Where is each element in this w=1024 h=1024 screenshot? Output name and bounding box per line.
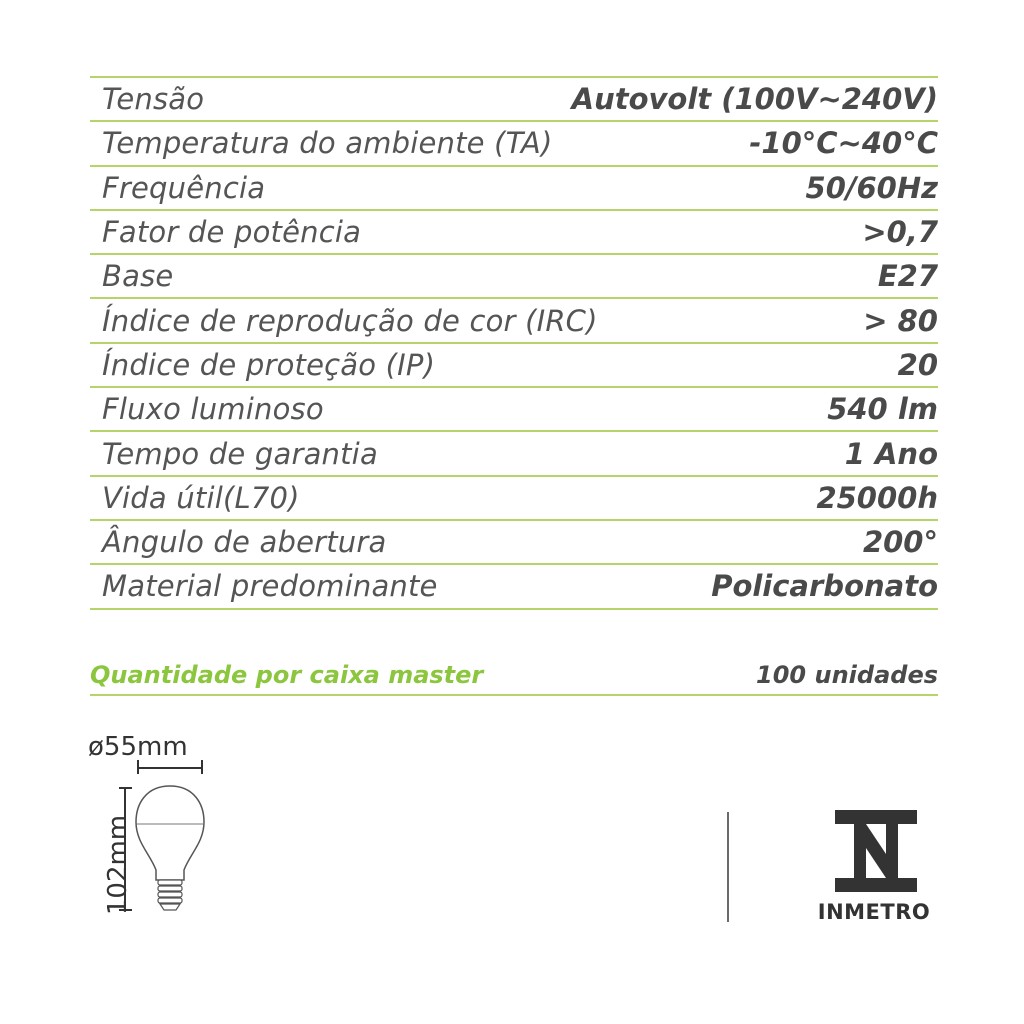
spec-label: Vida útil(L70): [102, 480, 300, 515]
spec-value: >0,7: [862, 215, 938, 250]
spec-row-angulo: [90, 521, 938, 565]
spec-value: 25000h: [816, 480, 938, 515]
master-box-label: Quantidade por caixa master: [90, 661, 484, 689]
spec-row-garantia: [90, 432, 938, 476]
spec-row-fluxo: [90, 388, 938, 432]
spec-row-fator-potencia: [90, 211, 938, 255]
spec-label: Frequência: [102, 170, 266, 205]
spec-row-ip: [90, 344, 938, 388]
diameter-label: ø55mm: [88, 732, 188, 762]
vertical-divider: [727, 812, 729, 922]
spec-row-tensao: [90, 78, 938, 122]
spec-label: Base: [102, 259, 174, 294]
spec-label: Tempo de garantia: [102, 436, 378, 471]
inmetro-logo-icon: [830, 810, 920, 896]
spec-label: Fator de potência: [102, 215, 362, 250]
spec-label: Índice de reprodução de cor (IRC): [102, 303, 598, 338]
spec-value: Policarbonato: [711, 569, 938, 604]
spec-label: Fluxo luminoso: [102, 392, 324, 427]
spec-table: [90, 76, 938, 610]
spec-row-vida-util: [90, 477, 938, 521]
master-box-row: [90, 656, 938, 696]
spec-value: -10°C~40°C: [749, 126, 938, 161]
spec-value: Autovolt (100V~240V): [571, 82, 938, 117]
spec-label: Tensão: [102, 82, 205, 117]
spec-row-irc: [90, 299, 938, 343]
spec-row-temperatura: [90, 122, 938, 166]
spec-value: 540 lm: [827, 392, 938, 427]
spec-value: 20: [897, 347, 938, 382]
spec-label: Ângulo de abertura: [102, 525, 387, 560]
spec-label: Temperatura do ambiente (TA): [102, 126, 553, 161]
spec-row-frequencia: [90, 167, 938, 211]
height-label: 102mm: [103, 814, 133, 916]
spec-label: Índice de proteção (IP): [102, 347, 436, 382]
spec-value: 1 Ano: [844, 436, 938, 471]
spec-label: Material predominante: [102, 569, 438, 604]
inmetro-label: INMETRO: [817, 900, 931, 924]
spec-value: 200°: [862, 525, 938, 560]
master-box-value: 100 unidades: [756, 661, 938, 689]
spec-value: 50/60Hz: [805, 170, 938, 205]
spec-value: > 80: [863, 303, 938, 338]
spec-value: E27: [877, 259, 938, 294]
spec-row-material: [90, 565, 938, 609]
spec-row-base: [90, 255, 938, 299]
